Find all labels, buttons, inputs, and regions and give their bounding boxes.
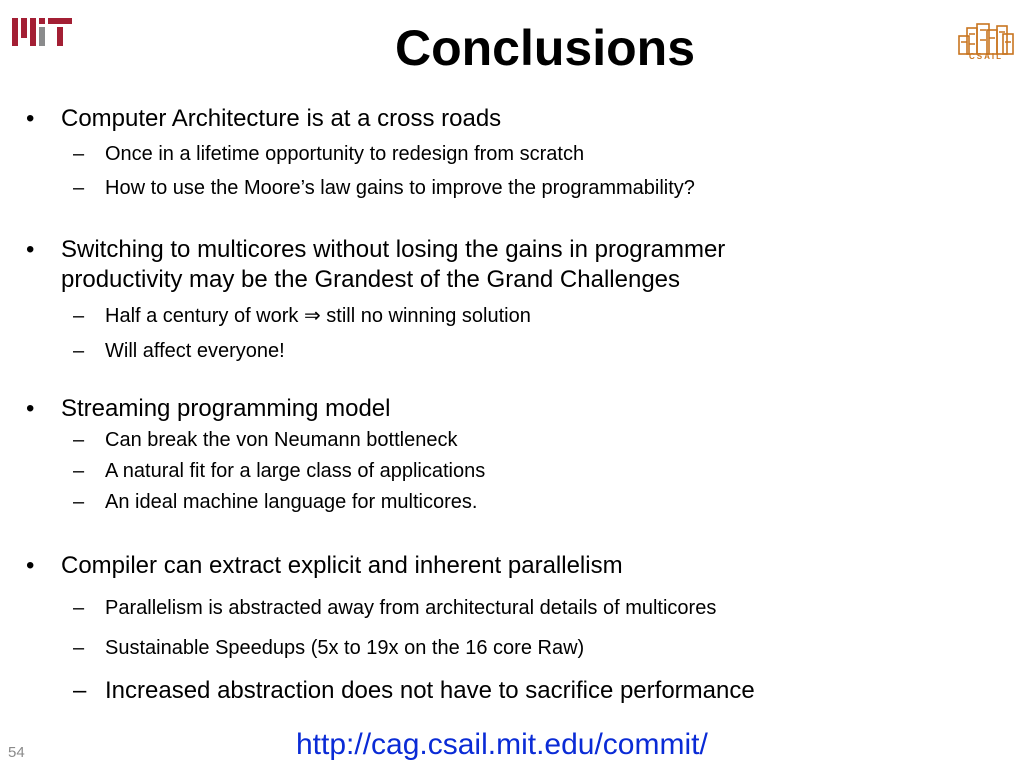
dash-marker: – — [73, 460, 85, 482]
commit-link[interactable]: http://cag.csail.mit.edu/commit/ — [296, 728, 708, 761]
bullet-marker: • — [26, 552, 35, 579]
dash-marker: – — [73, 340, 85, 362]
bullet-4-sub-2: Sustainable Speedups (5x to 19x on the 16 core Raw) — [105, 637, 585, 659]
bullet-3-sub-2: A natural fit for a large class of applications — [105, 460, 486, 482]
dash-marker: – — [73, 677, 87, 704]
bullet-4-sub-1: Parallelism is abstracted away from architectural details of multicores — [105, 597, 717, 619]
dash-marker: – — [73, 637, 85, 659]
bullet-1-sub-2: How to use the Moore’s law gains to improve the programmability? — [105, 177, 695, 199]
bullet-2-text-line-1: Switching to multicores without losing the gains in programmer — [61, 236, 726, 263]
dash-marker: – — [73, 177, 85, 199]
dash-marker: – — [73, 429, 85, 451]
bullet-marker: • — [26, 105, 35, 132]
bullet-marker: • — [26, 236, 35, 263]
bullet-1-text: Computer Architecture is at a cross roads — [61, 105, 502, 132]
bullet-2-sub-2: Will affect everyone! — [105, 340, 285, 362]
bullet-2-sub-1: Half a century of work ⇒ still no winning solution — [105, 305, 531, 327]
dash-marker: – — [73, 491, 85, 513]
dash-marker: – — [73, 143, 85, 165]
bullet-4-text: Compiler can extract explicit and inherent parallelism — [61, 552, 623, 579]
bullet-2-text-line-2: productivity may be the Grandest of the Grand Challenges — [61, 266, 681, 293]
slide-title: Conclusions — [394, 20, 696, 76]
bullet-1-sub-1: Once in a lifetime opportunity to redesign from scratch — [105, 143, 585, 165]
csail-wordmark: CSAIL — [969, 52, 1003, 61]
slide-number: 54 — [8, 744, 25, 761]
bullet-4-sub-3: Increased abstraction does not have to sacrifice performance — [105, 677, 755, 704]
bullet-3-sub-1: Can break the von Neumann bottleneck — [105, 429, 458, 451]
bullet-3-text: Streaming programming model — [61, 395, 391, 422]
bullet-3-sub-3: An ideal machine language for multicores. — [105, 491, 478, 513]
dash-marker: – — [73, 597, 85, 619]
bullet-marker: • — [26, 395, 35, 422]
dash-marker: – — [73, 305, 85, 327]
